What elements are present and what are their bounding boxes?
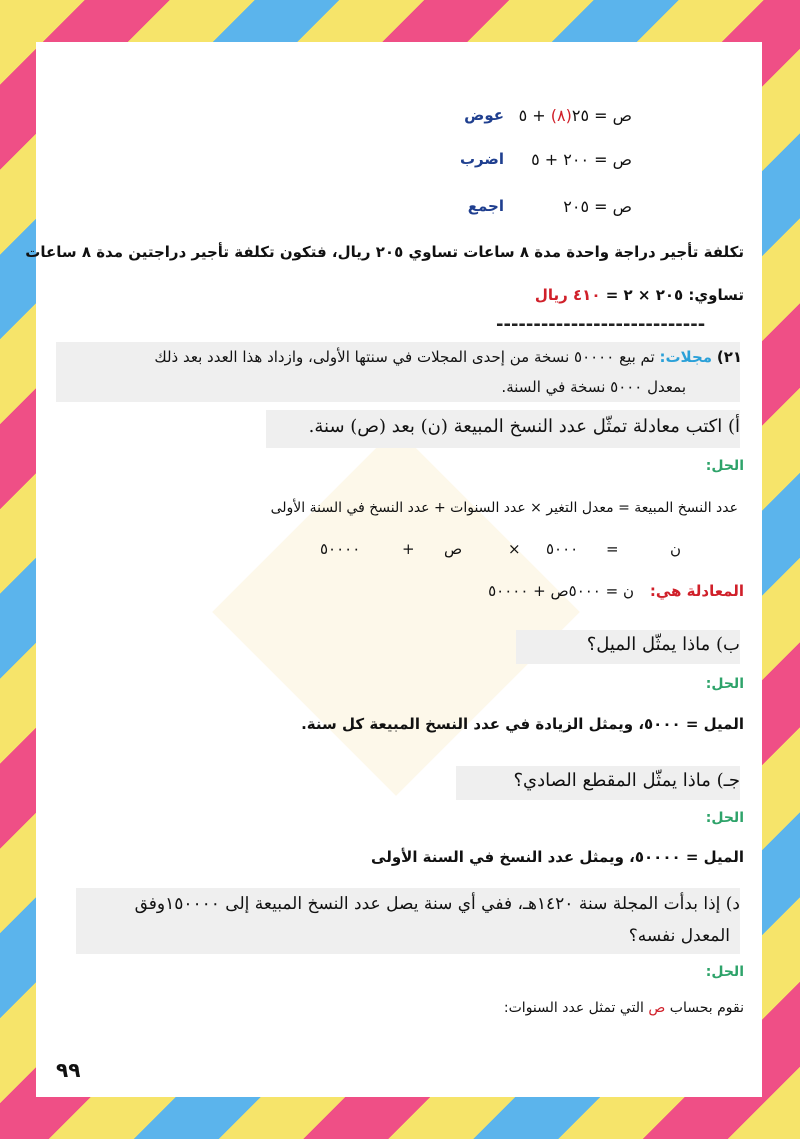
step-1-label: عوض: [464, 106, 504, 124]
part-c-solution-label: الحل:: [705, 810, 744, 826]
sym-5000: ٥٠٠٠: [546, 540, 579, 558]
bike-eq-result: ٤١٠ ريال: [534, 286, 601, 304]
step-1-expr: [519, 106, 632, 125]
sym-n: ن: [670, 540, 682, 558]
sym-s: ص: [444, 540, 463, 558]
divider: ----------------------------: [496, 314, 706, 335]
part-a-question: أ) اكتب معادلة تمثّل عدد النسخ المبيعة (ن) بعد (ص) سنة.: [308, 416, 740, 437]
bike-eq-expr: ٢٠٥ × ٢ =: [605, 286, 684, 304]
part-c-question: جـ) ماذا يمثّل المقطع الصادي؟: [513, 770, 740, 791]
part-a-symbolic-eq: [36, 540, 762, 562]
part-d-answer-var: ص: [648, 1000, 666, 1016]
page-number: ٩٩: [56, 1058, 81, 1082]
step-2-expr: ص = ٢٠٠ + ٥: [531, 150, 632, 169]
q21-text-1: تم بيع ٥٠٠٠٠ نسخة من إحدى المجلات في سنتها الأولى، وازداد هذا العدد بعد ذلك: [154, 348, 655, 366]
part-b-question: ب) ماذا يمثّل الميل؟: [586, 634, 740, 655]
part-a-eq-label: [650, 582, 744, 600]
eq-label: المعادلة هي:: [649, 582, 744, 600]
part-a-solution-label: الحل:: [705, 458, 744, 474]
q21-line1: [154, 348, 742, 366]
step-1-part2: + ٥: [518, 106, 551, 125]
q21-topic: مجلات:: [659, 348, 713, 366]
part-d-answer-pre: نقوم بحساب: [669, 1000, 744, 1016]
step-1-sub: (٨): [550, 106, 572, 125]
bike-equation: [535, 286, 744, 304]
part-d-solution-label: الحل:: [705, 964, 744, 980]
bike-text: تكلفة تأجير دراجة واحدة مدة ٨ ساعات تساوي ٢٠٥ ريال، فتكون تكلفة تأجير دراجتين مدة ٨ ساعات: [25, 243, 744, 261]
sym-eq: =: [606, 540, 619, 558]
sym-times: ×: [508, 540, 521, 558]
part-d-question-2: المعدل نفسه؟: [628, 926, 730, 946]
step-1-part1: ص = ٢٥: [571, 106, 632, 125]
page: [25, 42, 762, 1097]
q21-line2: بمعدل ٥٠٠٠ نسخة في السنة.: [501, 378, 686, 396]
part-b-solution-label: الحل:: [705, 676, 744, 692]
part-c-answer: الميل = ٥٠٠٠٠، ويمثل عدد النسخ في السنة الأولى: [371, 848, 744, 866]
bike-eq-prefix: تساوي:: [688, 286, 744, 304]
part-b-answer: الميل = ٥٠٠٠، ويمثل الزيادة في عدد النسخ المبيعة كل سنة.: [301, 715, 744, 733]
step-2-label: اضرب: [459, 150, 504, 168]
part-a-words-eq: عدد النسخ المبيعة = معدل التغير × عدد السنوات + عدد النسخ في السنة الأولى: [270, 500, 738, 516]
part-d-answer-post: التي تمثل عدد السنوات:: [503, 1000, 644, 1016]
part-d-question-1: د) إذا بدأت المجلة سنة ١٤٢٠هـ، ففي أي سنة يصل عدد النسخ المبيعة إلى ١٥٠٠٠٠وفق: [134, 894, 740, 914]
step-3-expr: ص = ٢٠٥: [563, 197, 632, 216]
q21-number: ٢١): [716, 348, 742, 366]
part-d-answer: [504, 1000, 744, 1016]
sym-plus: +: [402, 540, 415, 558]
step-3-label: اجمع: [467, 197, 504, 215]
part-a-eq-value: ن = ٥٠٠٠ص + ٥٠٠٠٠: [488, 582, 634, 600]
watermark: [212, 428, 580, 796]
sym-50000: ٥٠٠٠٠: [320, 540, 361, 558]
